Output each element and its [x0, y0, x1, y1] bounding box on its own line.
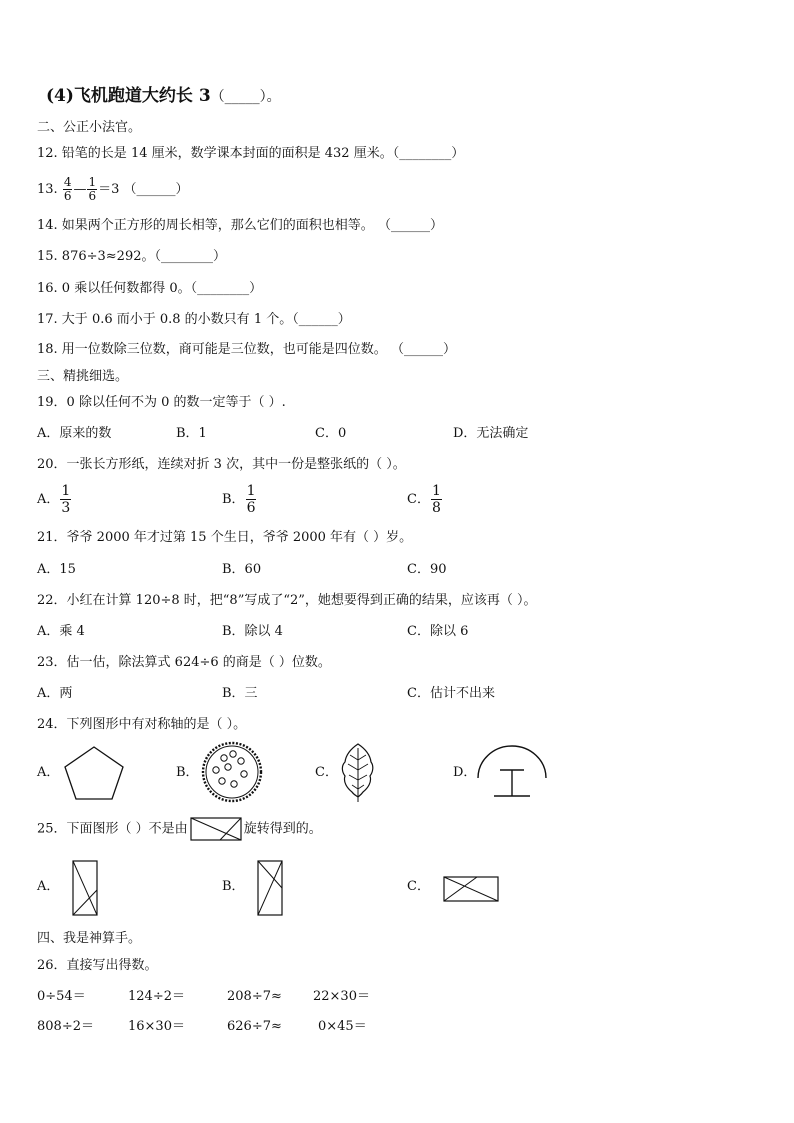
calc-item: 16×30＝	[128, 1019, 185, 1034]
question-21: 21．爷爷 2000 年才过第 15 个生日，爷爷 2000 年有（ ）岁。	[37, 530, 413, 545]
calc-item: 208÷7≈	[227, 989, 282, 1004]
question-4	[46, 88, 281, 105]
q22-option-c: C．除以 6	[407, 624, 469, 639]
q20-c-fraction	[431, 483, 442, 516]
section-2-heading: 二、公正小法官。	[37, 120, 142, 135]
q20-a-denominator: 3	[61, 500, 71, 516]
question-25	[37, 817, 322, 841]
question-13	[37, 176, 189, 203]
q21-option-c: C．90	[407, 562, 447, 577]
question-24: 24．下列图形中有对称轴的是（ ）。	[37, 717, 247, 732]
q13-rest: ＝3 （______）	[98, 182, 189, 197]
q20-a-fraction	[60, 483, 71, 516]
question-26: 26．直接写出得数。	[37, 958, 158, 973]
question-19: 19．0 除以任何不为 0 的数一定等于（ ）.	[37, 395, 286, 410]
scalloped-circle-figure	[200, 740, 264, 804]
q20-option-b	[222, 483, 257, 516]
q24-option-a: A．	[37, 765, 60, 780]
calc-item: 626÷7≈	[227, 1019, 282, 1034]
q13-fraction-1	[63, 176, 73, 203]
q20-option-c	[407, 483, 443, 516]
q25-stem-post: 旋转得到的。	[243, 821, 322, 837]
question-20: 20．一张长方形纸，连续对折 3 次，其中一份是整张纸的（ ）。	[37, 457, 406, 472]
q22-option-a: A．乘 4	[37, 624, 85, 639]
q20-b-label: B．	[222, 492, 245, 507]
q25-option-b: B．	[222, 879, 245, 894]
q20-b-fraction	[246, 483, 257, 516]
question-12: 12. 铅笔的长是 14 厘米，数学课本封面的面积是 432 厘米。（________）	[37, 146, 465, 161]
q13-f2-denominator: 6	[88, 189, 97, 203]
q25-rectangle-a	[72, 860, 98, 916]
question-14: 14. 如果两个正方形的周长相等，那么它们的面积也相等。 （______）	[37, 218, 443, 233]
q19-option-d: D．无法确定	[453, 426, 529, 441]
q22-option-b: B．除以 4	[222, 624, 283, 639]
question-16: 16. 0 乘以任何数都得 0。（________）	[37, 281, 263, 296]
q20-a-numerator: 1	[61, 483, 71, 499]
q25-rectangle-b	[257, 860, 283, 916]
calc-item: 0÷54＝	[37, 989, 86, 1004]
q25-stem-pre: 25．下面图形（ ）不是由	[37, 821, 188, 837]
q20-b-denominator: 6	[246, 500, 256, 516]
q24-option-d: D．	[453, 765, 477, 780]
q25-option-c: C．	[407, 879, 430, 894]
q4-prefix: (4)	[46, 86, 74, 106]
q13-fraction-2	[87, 176, 97, 203]
q23-option-b: B．三	[222, 686, 258, 701]
question-18: 18. 用一位数除三位数，商可能是三位数，也可能是四位数。 （______）	[37, 342, 456, 357]
q19-option-a: A．原来的数	[37, 426, 112, 441]
pentagon-figure	[62, 744, 126, 802]
question-23: 23．估一估，除法算式 624÷6 的商是（ ）位数。	[37, 655, 331, 670]
q25-option-a: A．	[37, 879, 60, 894]
leaf-figure	[340, 742, 376, 804]
q25-rectangle-c	[443, 876, 499, 902]
q24-option-b: B．	[176, 765, 199, 780]
calc-item: 808÷2＝	[37, 1019, 94, 1034]
q19-option-b: B．1	[176, 426, 207, 441]
q20-b-numerator: 1	[246, 483, 256, 499]
section-3-heading: 三、精挑细选。	[37, 369, 129, 384]
section-4-heading: 四、我是神算手。	[37, 931, 142, 946]
question-15: 15. 876÷3≈292。（________）	[37, 249, 226, 264]
q20-c-label: C．	[407, 492, 430, 507]
q13-minus: —	[73, 182, 87, 197]
q21-option-b: B．60	[222, 562, 262, 577]
question-22: 22．小红在计算 120÷8 时，把“8”写成了“2”，她想要得到正确的结果，应该再（ ）。	[37, 593, 537, 608]
q13-f1-denominator: 6	[63, 189, 72, 203]
q25-reference-rectangle	[190, 817, 242, 841]
q19-option-c: C．0	[315, 426, 347, 441]
q4-blank: （_____）。	[210, 89, 281, 105]
q20-c-denominator: 8	[431, 500, 441, 516]
q20-option-a	[37, 483, 72, 516]
calc-item: 124÷2＝	[128, 989, 185, 1004]
q20-a-label: A．	[37, 492, 60, 507]
calc-item: 22×30＝	[313, 989, 370, 1004]
q23-option-a: A．两	[37, 686, 73, 701]
calc-item: 0×45＝	[318, 1019, 367, 1034]
q23-option-c: C．估计不出来	[407, 686, 495, 701]
q4-text: 飞机跑道大约长 3	[73, 86, 211, 106]
arch-figure	[474, 744, 550, 800]
q13-f2-numerator: 1	[88, 175, 97, 189]
question-17: 17. 大于 0.6 而小于 0.8 的小数只有 1 个。（______）	[37, 312, 351, 327]
q20-c-numerator: 1	[431, 483, 441, 499]
q24-option-c: C．	[315, 765, 338, 780]
q13-f1-numerator: 4	[63, 175, 72, 189]
q21-option-a: A．15	[37, 562, 76, 577]
q13-number: 13.	[37, 182, 58, 197]
